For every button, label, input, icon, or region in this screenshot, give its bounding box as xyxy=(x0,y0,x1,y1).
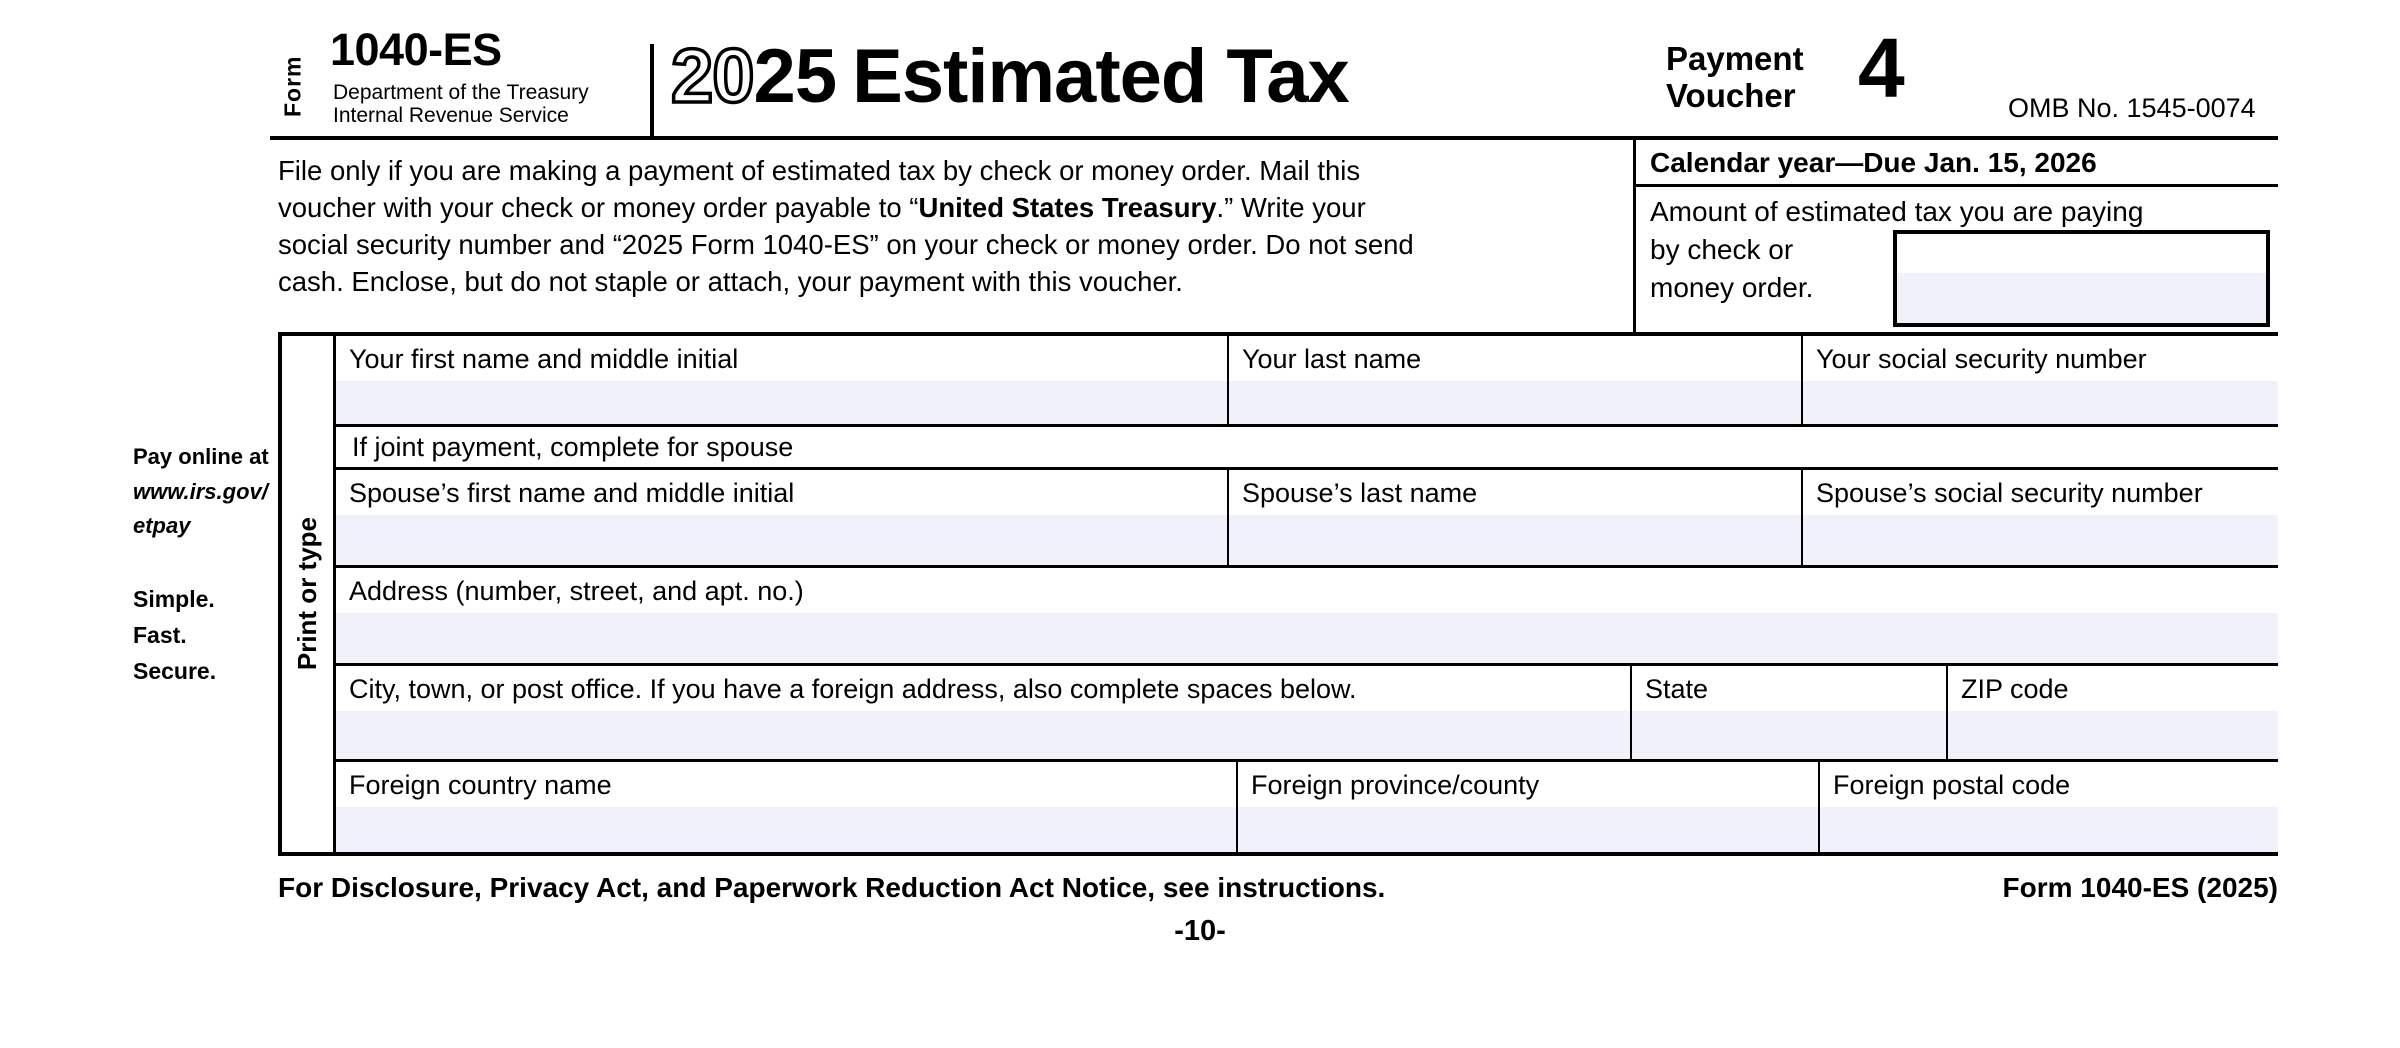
page-number: -10- xyxy=(1174,915,1226,947)
spouse-ssn-label: Spouse’s social security number xyxy=(1816,478,2203,508)
amount-label-line-2: by check or xyxy=(1650,234,1794,265)
table-row-spouse-name xyxy=(336,470,2278,568)
foreign-province-label: Foreign province/county xyxy=(1251,770,1540,800)
ssn-cell xyxy=(1803,336,2278,424)
zip-label: ZIP code xyxy=(1961,674,2069,704)
payment-voucher-label xyxy=(1666,40,1804,114)
department-line-1: Department of the Treasury xyxy=(333,81,589,104)
foreign-postal-cell xyxy=(1820,762,2278,852)
instructions-line-2: voucher with your check or money order payable to “United States Treasury.” Write your xyxy=(278,192,1366,223)
foreign-postal-label: Foreign postal code xyxy=(1833,770,2071,800)
joint-payment-banner: If joint payment, complete for spouse xyxy=(336,427,2278,470)
filing-instructions xyxy=(278,152,1628,300)
united-states-treasury-bold: United States Treasury xyxy=(918,192,1217,223)
department-line-2: Internal Revenue Service xyxy=(333,104,569,127)
address-label: Address (number, street, and apt. no.) xyxy=(349,576,804,606)
payment-word: Payment xyxy=(1666,40,1804,77)
calendar-row-border xyxy=(1633,184,2278,187)
spouse-last-name-cell xyxy=(1229,470,1803,565)
state-cell xyxy=(1632,666,1948,759)
amount-input[interactable] xyxy=(1893,230,2270,327)
city-label: City, town, or post office. If you have a foreign address, also complete spaces below. xyxy=(349,674,1357,704)
form-word-vertical: Form xyxy=(279,55,306,117)
voucher-number: 4 xyxy=(1858,21,1905,115)
instructions-line-3: social security number and “2025 Form 1040-ES” on your check or money order. Do not send xyxy=(278,229,1414,260)
tagline-fast: Fast. xyxy=(133,622,187,648)
instructions-line-1: File only if you are making a payment of estimated tax by check or money order. Mail this xyxy=(278,155,1361,186)
instructions-line-4: cash. Enclose, but do not staple or attach, your payment with this voucher. xyxy=(278,266,1183,297)
title-year-solid: 25 xyxy=(753,34,837,119)
spouse-ssn-cell xyxy=(1803,470,2278,565)
first-name-cell xyxy=(336,336,1229,424)
tagline-secure: Secure. xyxy=(133,658,217,684)
city-input[interactable] xyxy=(336,711,1630,759)
omb-number: OMB No. 1545-0074 xyxy=(2008,93,2256,123)
last-name-input[interactable] xyxy=(1229,381,1801,424)
form-reference: Form 1040-ES (2025) xyxy=(2002,872,2278,903)
ssn-input[interactable] xyxy=(1803,381,2278,424)
spouse-ssn-input[interactable] xyxy=(1803,515,2278,565)
disclosure-notice: For Disclosure, Privacy Act, and Paperwork Reduction Act Notice, see instructions. xyxy=(278,872,1386,903)
spouse-first-name-cell xyxy=(336,470,1229,565)
pay-online-note: Pay online at xyxy=(133,444,269,469)
page-title xyxy=(671,33,1349,120)
table-row-foreign xyxy=(336,762,2278,852)
zip-input[interactable] xyxy=(1948,711,2278,759)
header-rule xyxy=(270,136,2278,140)
right-panel-divider xyxy=(1633,140,1636,332)
print-or-type-label: Print or type xyxy=(292,517,322,671)
table-row-address xyxy=(336,568,2278,666)
state-label: State xyxy=(1645,674,1709,704)
spouse-first-name-input[interactable] xyxy=(336,515,1227,565)
table-row-your-name xyxy=(336,336,2278,427)
address-input[interactable] xyxy=(336,613,2278,663)
table-row-city-state-zip xyxy=(336,666,2278,762)
title-text: Estimated Tax xyxy=(852,34,1349,119)
spouse-last-name-label: Spouse’s last name xyxy=(1242,478,1478,508)
foreign-country-cell xyxy=(336,762,1238,852)
address-cell xyxy=(336,568,2278,663)
title-year-outline: 20 xyxy=(671,34,754,119)
first-name-input[interactable] xyxy=(336,381,1227,424)
state-input[interactable] xyxy=(1632,711,1946,759)
ssn-label: Your social security number xyxy=(1816,344,2147,374)
foreign-postal-input[interactable] xyxy=(1820,807,2278,852)
amount-label-line-3: money order. xyxy=(1650,272,1814,303)
last-name-label: Your last name xyxy=(1242,344,1422,374)
print-or-type-column xyxy=(282,336,336,852)
foreign-province-input[interactable] xyxy=(1238,807,1818,852)
taxpayer-info-table xyxy=(278,332,2278,856)
spouse-first-name-label: Spouse’s first name and middle initial xyxy=(349,478,795,508)
irs-url-line-1: www.irs.gov/ xyxy=(133,479,268,504)
irs-url-line-2: etpay xyxy=(133,513,191,538)
amount-label-line-1: Amount of estimated tax you are paying xyxy=(1650,196,2144,227)
voucher-word: Voucher xyxy=(1666,77,1796,114)
calendar-year-due-date: Calendar year—Due Jan. 15, 2026 xyxy=(1650,147,2097,178)
city-cell xyxy=(336,666,1632,759)
first-name-label: Your first name and middle initial xyxy=(349,344,739,374)
foreign-province-cell xyxy=(1238,762,1820,852)
header-divider xyxy=(650,44,654,138)
foreign-country-input[interactable] xyxy=(336,807,1236,852)
last-name-cell xyxy=(1229,336,1803,424)
spouse-last-name-input[interactable] xyxy=(1229,515,1801,565)
zip-cell xyxy=(1948,666,2278,759)
form-number: 1040-ES xyxy=(330,24,502,75)
foreign-country-label: Foreign country name xyxy=(349,770,612,800)
tagline-simple: Simple. xyxy=(133,586,215,612)
